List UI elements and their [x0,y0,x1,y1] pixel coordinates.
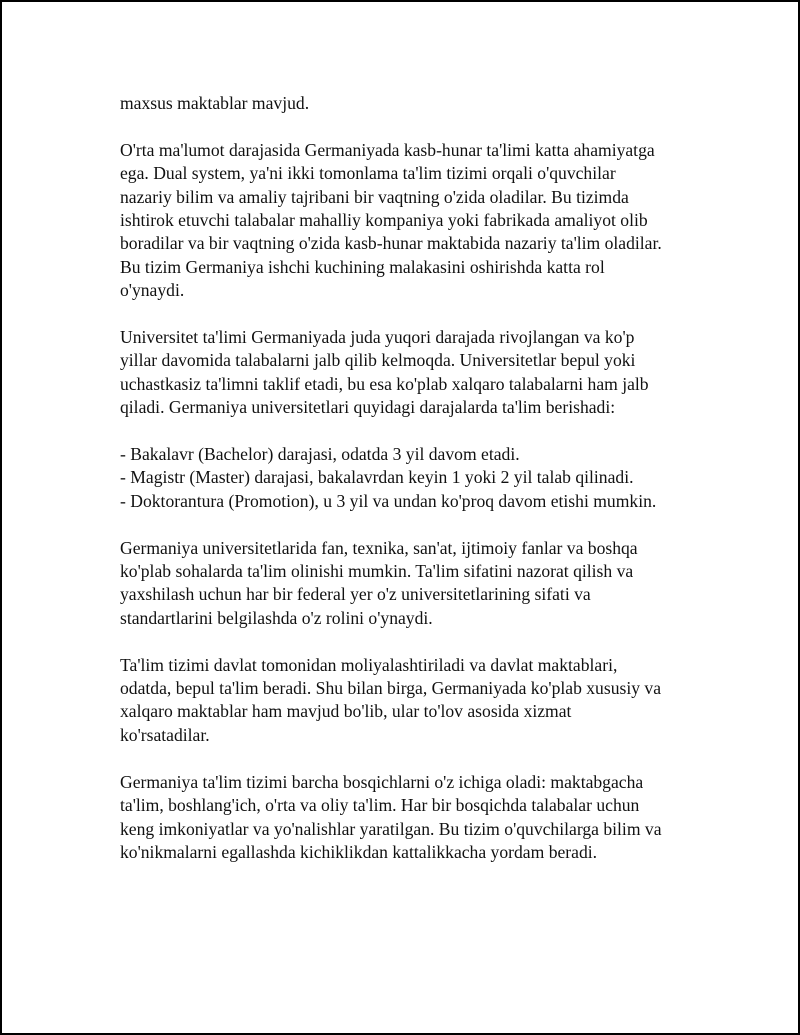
text-line: keng imkoniyatlar va yo'nalishlar yaratilgan. Bu tizim o'quvchilarga bilim va [120,818,662,839]
text-line: Ta'lim tizimi davlat tomonidan moliyalashtiriladi va davlat maktablari, [120,654,618,675]
text-line: yaxshilash uchun har bir federal yer o'z universitetlarining sifati va [120,584,591,605]
paragraph-conclusion [120,771,720,865]
text-line: yillar davomida talabalarni jalb qilib kelmoqda. Universitetlar bepul yoki [120,350,636,371]
text-line: O'rta ma'lumot darajasida Germaniyada kasb-hunar ta'limi katta ahamiyatga [120,139,655,160]
text-line: Germaniya universitetlarida fan, texnika, san'at, ijtimoiy fanlar va boshqa [120,537,638,558]
text-line: nazariy bilim va amaliy tajribani bir vaqtning o'zida oladilar. Bu tizimda [120,186,629,207]
degree-list-item: - Doktorantura (Promotion), u 3 yil va undan ko'proq davom etishi mumkin. [120,490,657,511]
paragraph-vocational-education [120,139,720,303]
text-line: Universitet ta'limi Germaniyada juda yuqori darajada rivojlangan va ko'p [120,327,635,348]
text-line: boradilar va bir vaqtning o'zida kasb-hunar maktabida nazariy ta'lim oladilar. [120,233,662,254]
paragraph-intro-fragment [120,92,720,115]
text-line: odatda, bepul ta'lim beradi. Shu bilan birga, Germaniyada ko'plab xususiy va [120,678,662,699]
paragraph-university-education [120,326,720,420]
text-line: ko'rsatadilar. [120,724,210,745]
text-line: ta'lim, boshlang'ich, o'rta va oliy ta'lim. Har bir bosqichda talabalar uchun [120,795,640,816]
degree-list-item: - Bakalavr (Bachelor) darajasi, odatda 3 yil davom etadi. [120,444,520,465]
text-line: uchastkasiz ta'limni taklif etadi, bu esa ko'plab xalqaro talabalarni ham jalb [120,373,649,394]
paragraph-funding [120,654,720,748]
degree-list-item: - Magistr (Master) darajasi, bakalavrdan keyin 1 yoki 2 yil talab qilinadi. [120,467,634,488]
text-line: ko'plab sohalarda ta'lim olinishi mumkin. Ta'lim sifatini nazorat qilish va [120,561,634,582]
text-line: o'ynaydi. [120,280,185,301]
text-line: standartlarini belgilashda o'z rolini o'ynaydi. [120,607,433,628]
paragraph-fields-of-study [120,537,720,631]
text-line: maxsus maktablar mavjud. [120,93,310,113]
text-line: Bu tizim Germaniya ishchi kuchining malakasini oshirishda katta rol [120,256,605,277]
text-line: ko'nikmalarni egallashda kichiklikdan kattalikkacha yordam beradi. [120,841,598,862]
text-line: qiladi. Germaniya universitetlari quyidagi darajalarda ta'lim berishadi: [120,397,616,418]
text-line: Germaniya ta'lim tizimi barcha bosqichlarni o'z ichiga oladi: maktabgacha [120,771,644,792]
text-line: ega. Dual system, ya'ni ikki tomonlama ta'lim tizimi orqali o'quvchilar [120,163,616,184]
text-line: xalqaro maktablar ham mavjud bo'lib, ular to'lov asosida xizmat [120,701,572,722]
document-body [120,92,720,888]
degree-list [120,443,720,513]
text-line: ishtirok etuvchi talabalar mahalliy kompaniya yoki fabrikada amaliyot olib [120,210,648,231]
